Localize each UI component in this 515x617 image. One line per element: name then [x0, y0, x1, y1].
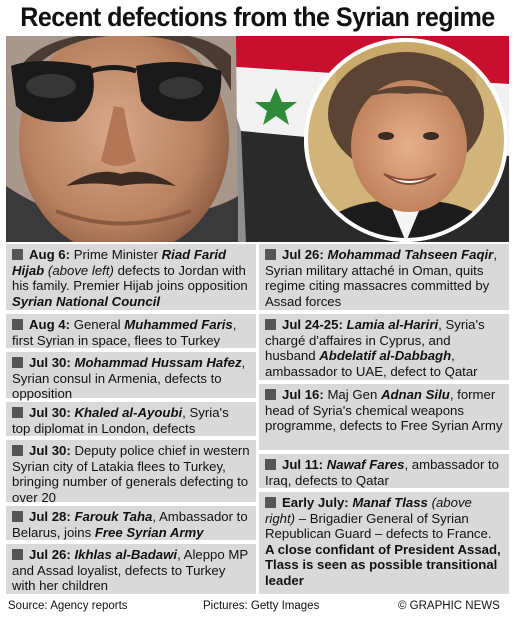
bullet-square-icon	[12, 445, 23, 456]
entry-date: Jul 16:	[282, 387, 324, 402]
graphic-news-credit: © GRAPHIC NEWS	[398, 600, 500, 612]
entry-text: Free Syrian Army	[94, 524, 204, 540]
bullet-square-icon	[12, 319, 23, 330]
entry-text: , first Syrian in space, flees to Turkey	[12, 317, 237, 348]
list-item	[259, 384, 509, 450]
page-title: Recent defections from the Syrian regime	[20, 2, 495, 32]
bullet-square-icon	[265, 459, 276, 470]
entry-text: Nawaf Fares	[326, 457, 405, 472]
bullet-square-icon	[265, 319, 276, 330]
list-item	[6, 244, 256, 310]
entry-text: Manaf Tlass	[352, 495, 428, 510]
entry-text: Khaled al-Ayoubi	[74, 405, 183, 420]
entry-text: (above left)	[47, 262, 114, 278]
entry-text: Muhammed Faris	[124, 317, 233, 332]
entry-text: Abdelatif al-Dabbagh	[319, 348, 452, 364]
entry-text: , former head of Syria's chemical weapons programme, defects to Free Syrian Army	[265, 387, 503, 434]
entry-text: Ikhlas al-Badawi	[74, 547, 178, 562]
list-item	[259, 314, 509, 380]
list-item	[6, 544, 256, 594]
entry-text: Riad Farid Hijab	[12, 247, 227, 278]
bullet-square-icon	[12, 407, 23, 418]
source-credit: Source: Agency reports	[8, 600, 128, 612]
entry-date: Aug 4:	[29, 317, 71, 332]
entry-text: Maj Gen	[323, 387, 381, 402]
entry-date: Aug 6:	[29, 247, 71, 262]
entry-text: , ambassador to UAE, defect to Qatar	[265, 348, 478, 379]
entry-date: Jul 26:	[282, 247, 324, 262]
bullet-square-icon	[12, 511, 23, 522]
entry-text: , Syrian military attaché in Oman, quits regime citing massacres committed by Assad forces	[265, 247, 497, 309]
bullet-square-icon	[265, 249, 276, 260]
bullet-square-icon	[12, 357, 23, 368]
entry-text: , Aleppo MP and Assad loyalist, defects to Turkey with her children	[12, 547, 248, 594]
list-item	[6, 402, 256, 436]
entry-text: , ambassador to Iraq, defects to Qatar	[265, 457, 499, 488]
entry-text: , Syria's chargé d'affaires in Cyprus, and husband	[265, 317, 485, 364]
bullet-square-icon	[265, 389, 276, 400]
entry-text: Syrian National Council	[12, 293, 161, 309]
entry-date: Jul 11:	[282, 457, 324, 472]
photo-composite	[6, 36, 509, 242]
entry-text: – Brigadier General of Syrian Republican Guard – defects to France.	[265, 510, 492, 542]
riad-hijab-photo	[6, 36, 238, 242]
manaf-tlass-photo	[304, 38, 508, 242]
entry-text: Mohammad Tahseen Faqir	[327, 247, 494, 262]
entry-date: Jul 30:	[29, 405, 71, 420]
entry-date: Jul 26:	[29, 547, 71, 562]
entry-text: Deputy police chief in western Syrian city of Latakia flees to Turkey, bringing number of generals defecting to over 20	[12, 443, 250, 505]
list-item	[6, 352, 256, 402]
entry-text: Adnan Silu	[380, 387, 450, 402]
list-item	[6, 314, 256, 348]
entry-text: defects to Jordan with his family. Premier Hijab joins opposition	[12, 262, 248, 294]
pictures-credit: Pictures: Getty Images	[203, 600, 320, 612]
bullet-square-icon	[12, 249, 23, 260]
list-item	[6, 440, 256, 505]
footer	[0, 597, 515, 617]
entry-text: General	[70, 317, 125, 332]
entry-text: (above right)	[265, 495, 472, 526]
entry-date: Jul 30:	[29, 443, 71, 458]
entry-text: Prime Minister	[70, 247, 162, 262]
entry-date: Jul 24-25:	[282, 317, 343, 332]
bullet-square-icon	[265, 497, 276, 508]
entry-text: , Syrian consul in Armenia, defects to opposition	[12, 355, 246, 402]
list-item	[259, 244, 509, 310]
entry-date: Jul 30:	[29, 355, 71, 370]
bullet-square-icon	[12, 549, 23, 560]
list-item	[259, 492, 509, 594]
entry-date: Early July:	[282, 495, 349, 510]
list-item	[259, 454, 509, 488]
entry-date: Jul 28:	[29, 509, 71, 524]
list-item	[6, 506, 256, 540]
entry-text: , Syria's top diplomat in London, defects	[12, 405, 229, 436]
photo-banner	[6, 36, 509, 242]
entry-text: Lamia al-Hariri	[346, 317, 439, 332]
entry-text: Mohammad Hussam Hafez	[74, 355, 242, 370]
entry-text: A close confidant of President Assad, Tlass is seen as possible transitional leader	[265, 541, 501, 588]
entry-text: Farouk Taha	[74, 509, 153, 524]
entry-text: , Ambassador to Belarus, joins	[12, 509, 248, 540]
